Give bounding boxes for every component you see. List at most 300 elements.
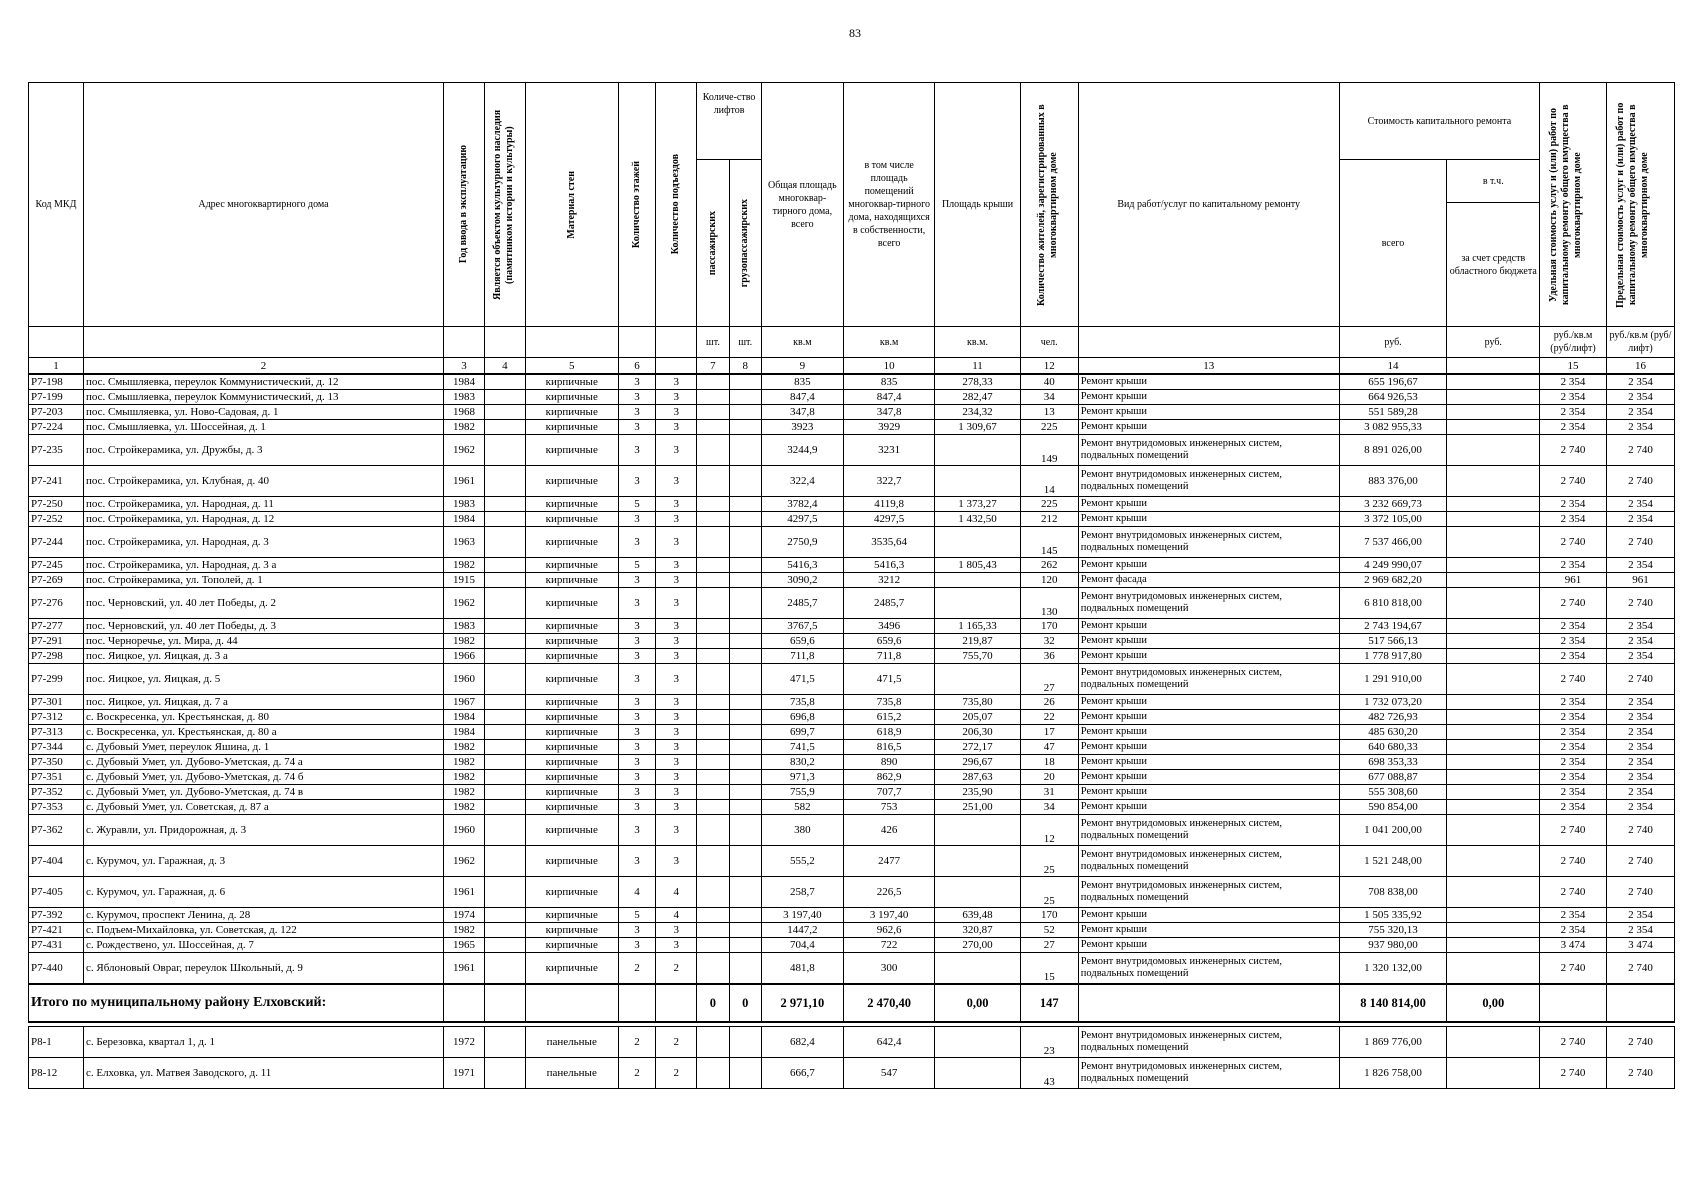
floors-count: 3 [618,710,656,725]
heritage-cell [484,1027,525,1058]
entrances-count: 2 [656,1027,697,1058]
max-cost: 2 354 [1606,634,1674,649]
owned-area: 615,2 [843,710,935,725]
unit-cost: 2 354 [1540,755,1607,770]
address: с. Курумоч, ул. Гаражная, д. 6 [83,877,443,908]
heritage-cell [484,695,525,710]
total-roof-area: 0,00 [935,984,1020,1022]
wall-material: кирпичные [525,800,618,815]
address: с. Дубовый Умет, ул. Дубово-Уметская, д. 74 а [83,755,443,770]
year-built: 1983 [443,390,484,405]
table-row [29,800,1675,815]
address: пос. Черноречье, ул. Мира, д. 44 [83,634,443,649]
owned-area: 890 [843,755,935,770]
lifts-pass-cell [697,770,729,785]
cost-region-cell [1447,1027,1540,1058]
lifts-pass-cell [697,435,729,466]
max-cost: 2 354 [1606,755,1674,770]
unit-lifts-cargo: шт. [729,327,761,358]
cost-region-cell [1447,800,1540,815]
lifts-cargo-cell [729,634,761,649]
floors-count: 3 [618,527,656,558]
table-row [29,512,1675,527]
residents: 12 [1020,815,1078,846]
floors-count: 3 [618,405,656,420]
residents: 32 [1020,634,1078,649]
header-lifts-pass: пассажирских [706,210,718,276]
roof-area: 205,07 [935,710,1020,725]
wall-material: кирпичные [525,374,618,390]
address: пос. Смышляевка, ул. Ново-Садовая, д. 1 [83,405,443,420]
mkd-code: Р7-269 [29,573,84,588]
unit-cost: 2 354 [1540,695,1607,710]
table-row [29,710,1675,725]
residents: 47 [1020,740,1078,755]
floors-count: 3 [618,374,656,390]
floors-count: 3 [618,390,656,405]
roof-area: 235,90 [935,785,1020,800]
address: с. Журавли, ул. Придорожная, д. 3 [83,815,443,846]
heritage-cell [484,846,525,877]
work-type: Ремонт крыши [1078,725,1339,740]
residents: 120 [1020,573,1078,588]
year-built: 1982 [443,785,484,800]
col-num: 4 [484,358,525,375]
total-owned-area: 2 470,40 [843,984,935,1022]
unit-residents: чел. [1020,327,1078,358]
heritage-cell [484,800,525,815]
table-row [29,573,1675,588]
header-unit-cost: Удельная стоимость услуг и (или) работ по капитальному ремонту общего имущества в многоквартирном доме [1548,104,1584,305]
entrances-count: 3 [656,740,697,755]
year-built: 1961 [443,877,484,908]
address: с. Подъем-Михайловка, ул. Советская, д. 122 [83,923,443,938]
heritage-cell [484,815,525,846]
wall-material: кирпичные [525,953,618,985]
roof-area: 251,00 [935,800,1020,815]
residents: 36 [1020,649,1078,664]
wall-material: кирпичные [525,634,618,649]
owned-area: 3212 [843,573,935,588]
mkd-code: Р7-244 [29,527,84,558]
total-area: 696,8 [761,710,843,725]
cost-region-cell [1447,908,1540,923]
unit-cost: 2 354 [1540,558,1607,573]
lifts-pass-cell [697,527,729,558]
max-cost: 2 354 [1606,740,1674,755]
table-row [29,695,1675,710]
header-heritage: Является объектом культурного наследия (памятником истории и культуры) [491,109,515,300]
lifts-pass-cell [697,1058,729,1089]
cost-region-cell [1447,527,1540,558]
work-type: Ремонт крыши [1078,710,1339,725]
wall-material: кирпичные [525,619,618,634]
max-cost: 2 740 [1606,1027,1674,1058]
residents: 13 [1020,405,1078,420]
heritage-cell [484,512,525,527]
residents: 22 [1020,710,1078,725]
address: пос. Яицкое, ул. Яицкая, д. 7 а [83,695,443,710]
address: пос. Стройкерамика, ул. Народная, д. 11 [83,497,443,512]
heritage-cell [484,664,525,695]
cost-region-cell [1447,420,1540,435]
max-cost: 2 354 [1606,770,1674,785]
total-area: 699,7 [761,725,843,740]
max-cost: 2 354 [1606,420,1674,435]
lifts-pass-cell [697,755,729,770]
unit-lifts-pass: шт. [697,327,729,358]
cost-total: 640 680,33 [1339,740,1447,755]
mkd-code: Р7-352 [29,785,84,800]
table-row [29,634,1675,649]
cost-region-cell [1447,938,1540,953]
residents: 225 [1020,497,1078,512]
total-area: 555,2 [761,846,843,877]
entrances-count: 3 [656,710,697,725]
header-max-cost: Предельная стоимость услуг и (или) работ по капитальному ремонту общего имущества в многоквартирном доме [1615,101,1651,308]
owned-area: 347,8 [843,405,935,420]
page-number: 83 [849,26,861,40]
work-type: Ремонт внутридомовых инженерных систем, подвальных помещений [1078,1058,1339,1089]
total-empty [1606,984,1674,1022]
cost-region-cell [1447,1058,1540,1089]
floors-count: 3 [618,725,656,740]
cost-total: 555 308,60 [1339,785,1447,800]
floors-count: 3 [618,740,656,755]
unit-cost: 2 354 [1540,800,1607,815]
residents: 149 [1020,435,1078,466]
unit-cost: 2 354 [1540,649,1607,664]
unit-total-area: кв.м [761,327,843,358]
year-built: 1965 [443,938,484,953]
roof-area: 320,87 [935,923,1020,938]
residents: 262 [1020,558,1078,573]
unit-roof-area: кв.м. [935,327,1020,358]
total-label: Итого по муниципальному району Елховский: [29,984,444,1022]
roof-area: 1 432,50 [935,512,1020,527]
residents: 25 [1020,877,1078,908]
wall-material: кирпичные [525,466,618,497]
total-empty [525,984,618,1022]
entrances-count: 3 [656,466,697,497]
work-type: Ремонт крыши [1078,755,1339,770]
lifts-pass-cell [697,374,729,390]
roof-area: 755,70 [935,649,1020,664]
mkd-code: Р7-350 [29,755,84,770]
residents: 25 [1020,846,1078,877]
max-cost: 2 354 [1606,512,1674,527]
unit-cost: 2 354 [1540,619,1607,634]
residents: 145 [1020,527,1078,558]
lifts-pass-cell [697,466,729,497]
address: с. Яблоновый Овраг, переулок Школьный, д. 9 [83,953,443,985]
owned-area: 3 197,40 [843,908,935,923]
cost-total: 517 566,13 [1339,634,1447,649]
floors-count: 3 [618,785,656,800]
entrances-count: 3 [656,815,697,846]
lifts-pass-cell [697,573,729,588]
lifts-cargo-cell [729,815,761,846]
cost-region-cell [1447,770,1540,785]
residents: 20 [1020,770,1078,785]
table-body [29,374,1675,1089]
roof-area: 272,17 [935,740,1020,755]
total-area: 4297,5 [761,512,843,527]
table-row [29,405,1675,420]
year-built: 1962 [443,846,484,877]
heritage-cell [484,923,525,938]
wall-material: кирпичные [525,497,618,512]
cost-total: 1 778 917,80 [1339,649,1447,664]
floors-count: 3 [618,619,656,634]
residents: 17 [1020,725,1078,740]
work-type: Ремонт внутридомовых инженерных систем, подвальных помещений [1078,664,1339,695]
owned-area: 5416,3 [843,558,935,573]
floors-count: 3 [618,634,656,649]
address: пос. Черновский, ул. 40 лет Победы, д. 3 [83,619,443,634]
unit-cost: 2 740 [1540,466,1607,497]
total-area: 3 197,40 [761,908,843,923]
total-area: 2750,9 [761,527,843,558]
total-area: 471,5 [761,664,843,695]
mkd-code: Р7-392 [29,908,84,923]
work-type: Ремонт крыши [1078,923,1339,938]
year-built: 1971 [443,1058,484,1089]
floors-count: 3 [618,588,656,619]
work-type: Ремонт внутридомовых инженерных систем, подвальных помещений [1078,466,1339,497]
heritage-cell [484,649,525,664]
mkd-code: Р7-203 [29,405,84,420]
year-built: 1982 [443,923,484,938]
roof-area [935,846,1020,877]
cost-total: 1 521 248,00 [1339,846,1447,877]
wall-material: панельные [525,1027,618,1058]
header-entrances: Количество подъездов [670,154,682,255]
roof-area [935,588,1020,619]
owned-area: 847,4 [843,390,935,405]
residents: 170 [1020,908,1078,923]
cost-total: 590 854,00 [1339,800,1447,815]
lifts-cargo-cell [729,785,761,800]
unit-cost: 2 354 [1540,725,1607,740]
header-total-area: Общая площадь многоквар-тирного дома, всего [761,83,843,327]
table-row [29,1027,1675,1058]
year-built: 1963 [443,527,484,558]
max-cost: 2 740 [1606,588,1674,619]
entrances-count: 3 [656,619,697,634]
cost-region-cell [1447,588,1540,619]
max-cost: 2 354 [1606,725,1674,740]
mkd-code: Р7-312 [29,710,84,725]
mkd-code: Р7-252 [29,512,84,527]
total-area: 3244,9 [761,435,843,466]
total-total-area: 2 971,10 [761,984,843,1022]
cost-total: 1 869 776,00 [1339,1027,1447,1058]
owned-area: 3535,64 [843,527,935,558]
floors-count: 3 [618,770,656,785]
lifts-cargo-cell [729,953,761,985]
year-built: 1961 [443,466,484,497]
max-cost: 2 354 [1606,695,1674,710]
owned-area: 4119,8 [843,497,935,512]
table-row [29,466,1675,497]
mkd-code: Р7-421 [29,923,84,938]
mkd-code: Р7-440 [29,953,84,985]
year-built: 1984 [443,710,484,725]
heritage-cell [484,435,525,466]
roof-area: 282,47 [935,390,1020,405]
entrances-count: 3 [656,770,697,785]
max-cost: 2 740 [1606,664,1674,695]
work-type: Ремонт внутридомовых инженерных систем, подвальных помещений [1078,435,1339,466]
cost-total: 937 980,00 [1339,938,1447,953]
lifts-cargo-cell [729,405,761,420]
owned-area: 735,8 [843,695,935,710]
lifts-pass-cell [697,710,729,725]
residents: 43 [1020,1058,1078,1089]
mkd-code: Р7-235 [29,435,84,466]
cost-total: 3 372 105,00 [1339,512,1447,527]
owned-area: 618,9 [843,725,935,740]
year-built: 1982 [443,800,484,815]
heritage-cell [484,558,525,573]
cost-total: 1 291 910,00 [1339,664,1447,695]
entrances-count: 4 [656,877,697,908]
lifts-pass-cell [697,953,729,985]
floors-count: 3 [618,420,656,435]
roof-area: 206,30 [935,725,1020,740]
cost-total: 655 196,67 [1339,374,1447,390]
total-empty [656,984,697,1022]
address: пос. Черновский, ул. 40 лет Победы, д. 2 [83,588,443,619]
total-empty [618,984,656,1022]
header-lifts: Количе-ство лифтов [697,83,762,160]
unit-cost: 2 354 [1540,420,1607,435]
unit-cost: 2 354 [1540,405,1607,420]
address: с. Елховка, ул. Матвея Заводского, д. 11 [83,1058,443,1089]
max-cost: 3 474 [1606,938,1674,953]
work-type: Ремонт крыши [1078,512,1339,527]
roof-area [935,573,1020,588]
owned-area: 659,6 [843,634,935,649]
mkd-code: Р7-344 [29,740,84,755]
wall-material: кирпичные [525,405,618,420]
address: пос. Стройкерамика, ул. Клубная, д. 40 [83,466,443,497]
heritage-cell [484,908,525,923]
col-num: 14 [1339,358,1447,375]
cost-region-cell [1447,390,1540,405]
lifts-pass-cell [697,908,729,923]
address: с. Дубовый Умет, ул. Дубово-Уметская, д. 74 б [83,770,443,785]
roof-area: 270,00 [935,938,1020,953]
work-type: Ремонт внутридомовых инженерных систем, подвальных помещений [1078,527,1339,558]
cost-total: 1 505 335,92 [1339,908,1447,923]
total-area: 755,9 [761,785,843,800]
cost-region-cell [1447,755,1540,770]
lifts-pass-cell [697,800,729,815]
table-row [29,938,1675,953]
col-num: 2 [83,358,443,375]
max-cost: 2 740 [1606,877,1674,908]
lifts-cargo-cell [729,664,761,695]
lifts-cargo-cell [729,588,761,619]
lifts-cargo-cell [729,908,761,923]
cost-total: 1 826 758,00 [1339,1058,1447,1089]
total-area: 830,2 [761,755,843,770]
owned-area: 426 [843,815,935,846]
floors-count: 3 [618,435,656,466]
heritage-cell [484,405,525,420]
units-row [29,327,1675,358]
cost-region-cell [1447,573,1540,588]
max-cost: 2 354 [1606,923,1674,938]
heritage-cell [484,573,525,588]
heritage-cell [484,588,525,619]
owned-area: 753 [843,800,935,815]
unit-cost: 2 354 [1540,908,1607,923]
lifts-cargo-cell [729,497,761,512]
owned-area: 547 [843,1058,935,1089]
lifts-pass-cell [697,558,729,573]
header-cost-region: за счет средств областного бюджета [1447,203,1540,327]
col-num: 12 [1020,358,1078,375]
table-row [29,420,1675,435]
unit-cost: 2 740 [1540,953,1607,985]
unit-cost: 2 740 [1540,1027,1607,1058]
year-built: 1960 [443,815,484,846]
table-row [29,374,1675,390]
cost-region-cell [1447,374,1540,390]
heritage-cell [484,938,525,953]
cost-total: 755 320,13 [1339,923,1447,938]
entrances-count: 3 [656,649,697,664]
unit-cost: 2 740 [1540,664,1607,695]
total-empty [1540,984,1607,1022]
table-row [29,770,1675,785]
max-cost: 2 354 [1606,710,1674,725]
work-type: Ремонт крыши [1078,390,1339,405]
address: пос. Яицкое, ул. Яицкая, д. 3 а [83,649,443,664]
owned-area: 642,4 [843,1027,935,1058]
roof-area: 639,48 [935,908,1020,923]
entrances-count: 3 [656,497,697,512]
roof-area [935,435,1020,466]
lifts-pass-cell [697,420,729,435]
owned-area: 3231 [843,435,935,466]
col-num: 11 [935,358,1020,375]
floors-count: 2 [618,953,656,985]
work-type: Ремонт крыши [1078,405,1339,420]
address: с. Дубовый Умет, ул. Дубово-Уметская, д. 74 в [83,785,443,800]
entrances-count: 3 [656,785,697,800]
total-area: 3767,5 [761,619,843,634]
work-type: Ремонт внутридомовых инженерных систем, подвальных помещений [1078,815,1339,846]
address: с. Березовка, квартал 1, д. 1 [83,1027,443,1058]
address: пос. Смышляевка, ул. Шоссейная, д. 1 [83,420,443,435]
mkd-code: Р7-431 [29,938,84,953]
unit-unit-cost: руб./кв.м (руб/лифт) [1540,327,1607,358]
total-empty [1078,984,1339,1022]
max-cost: 2 740 [1606,466,1674,497]
header-residents: Количество жителей, зарегистрированных в многоквартирном доме [1036,103,1060,306]
address: с. Рождествено, ул. Шоссейная, д. 7 [83,938,443,953]
total-area: 5416,3 [761,558,843,573]
residents: 23 [1020,1027,1078,1058]
cost-region-cell [1447,785,1540,800]
total-area: 481,8 [761,953,843,985]
roof-area: 1 165,33 [935,619,1020,634]
total-area: 1447,2 [761,923,843,938]
